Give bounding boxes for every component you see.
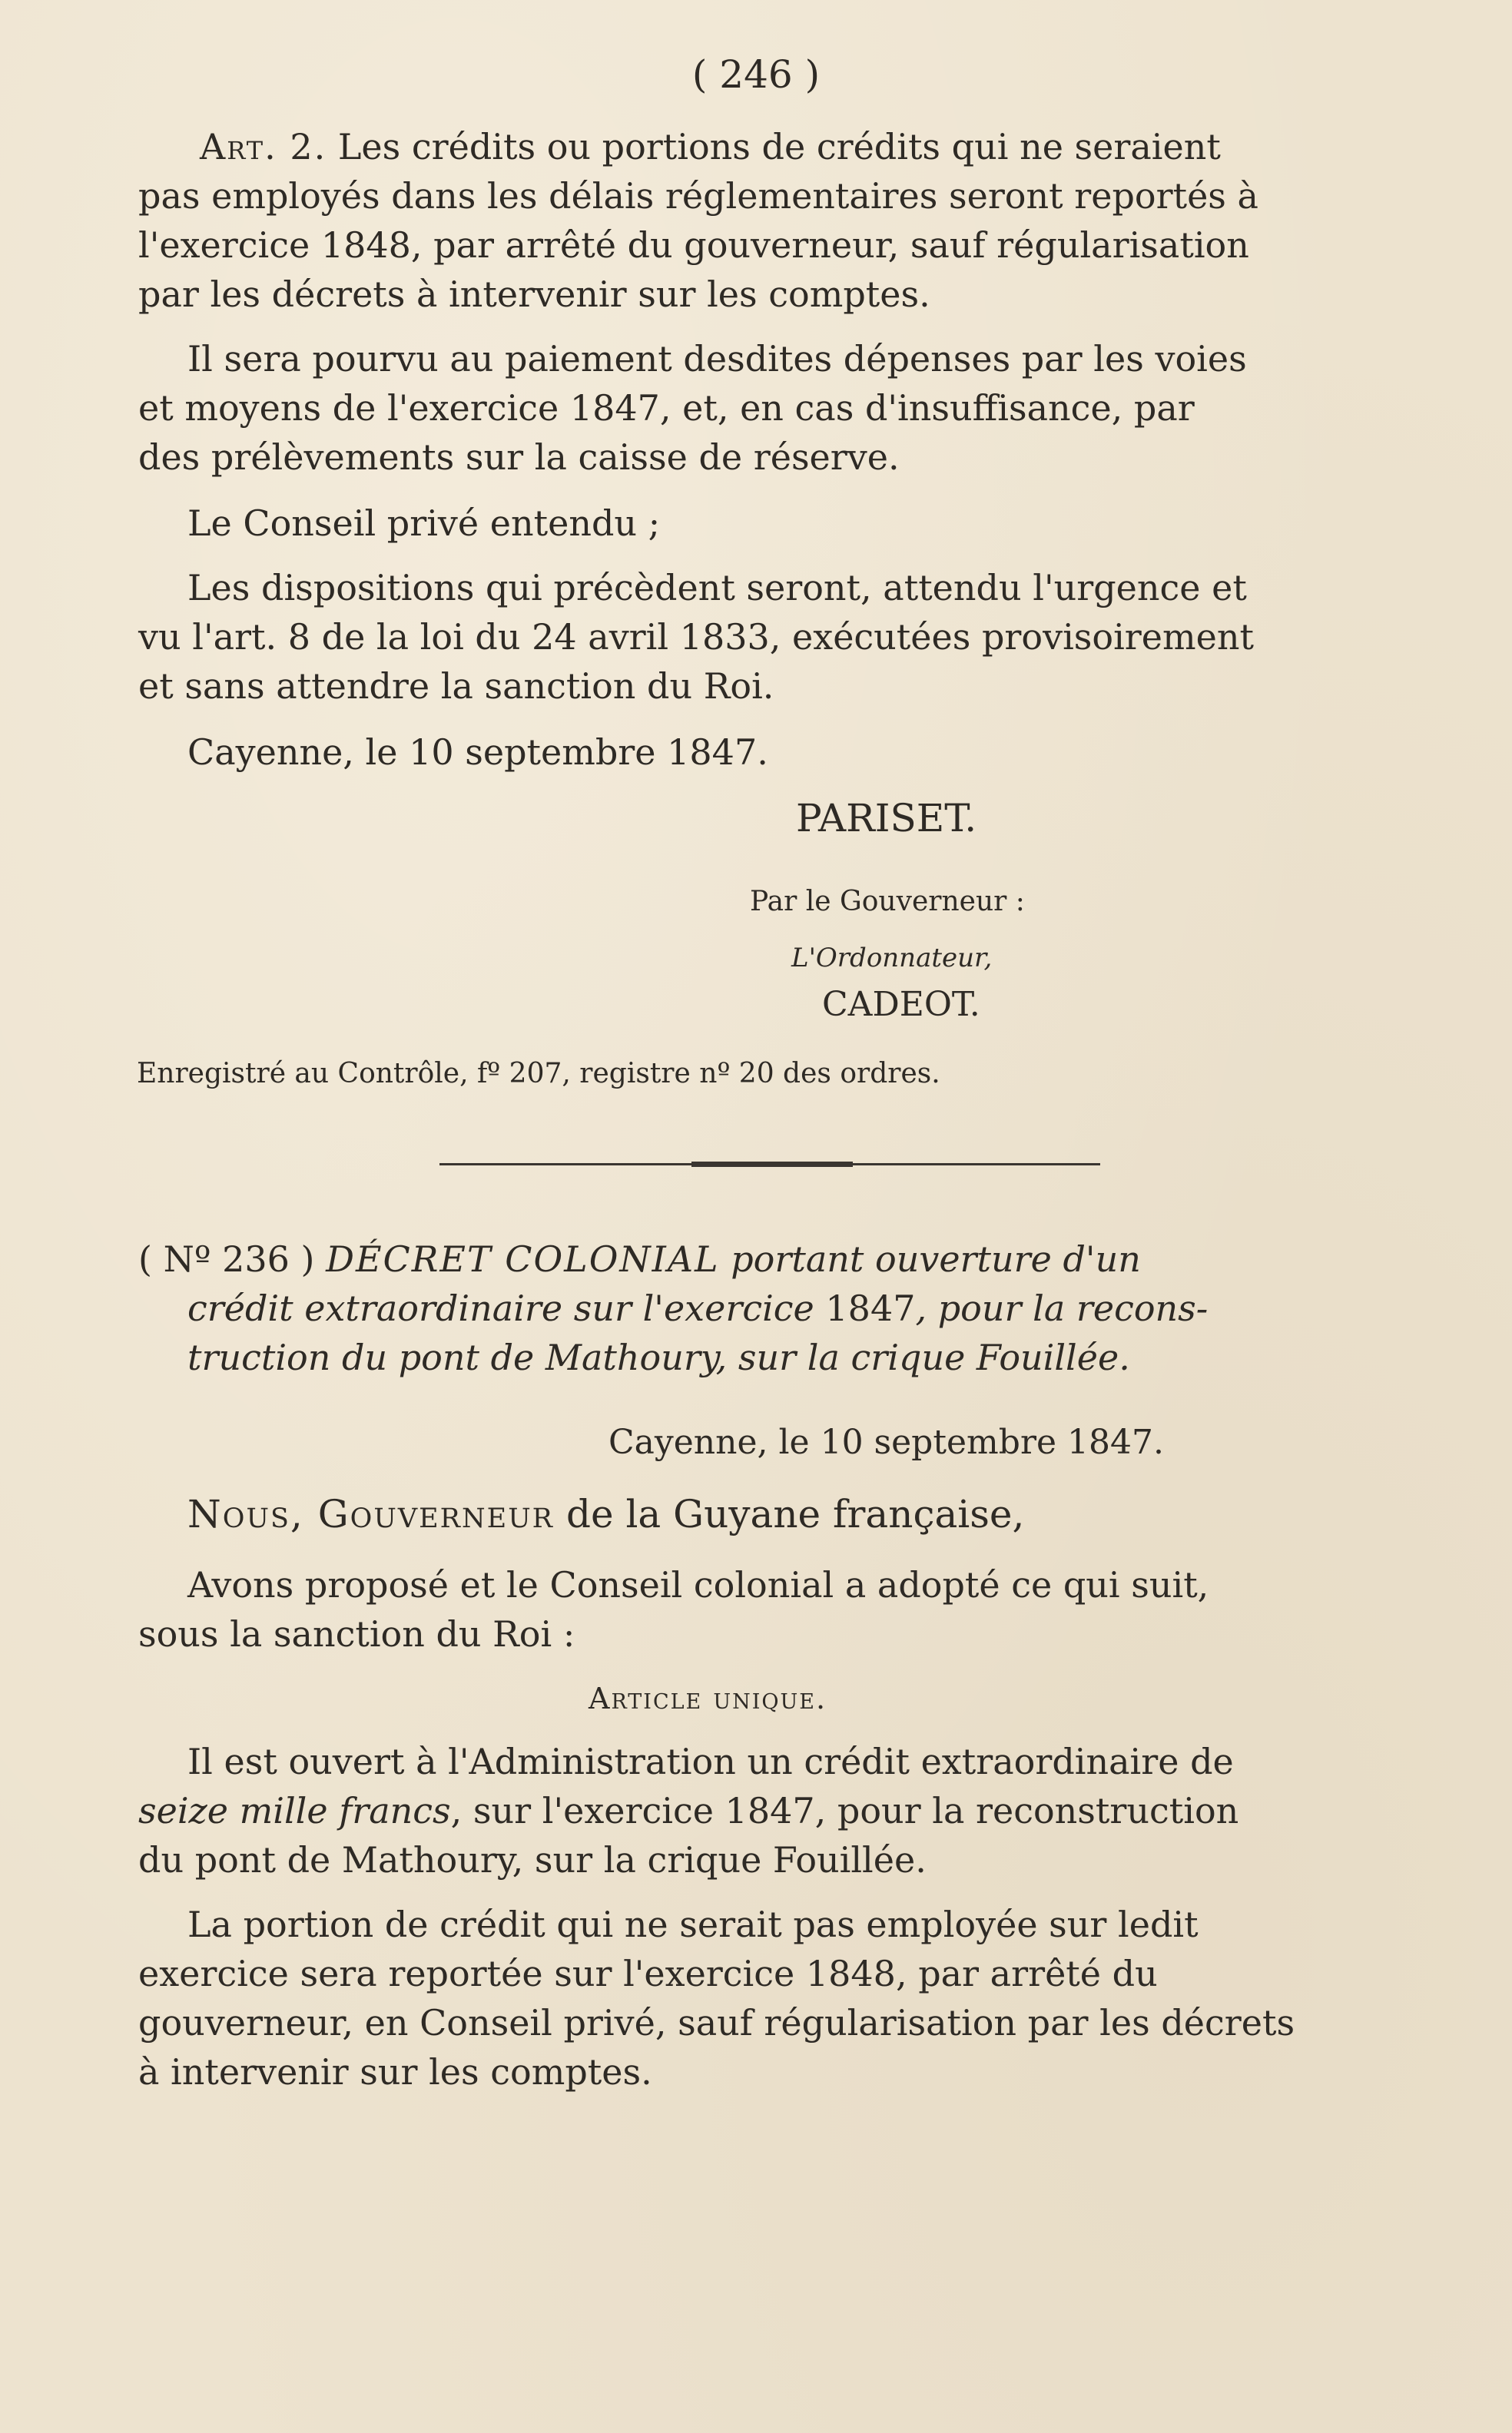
decree-para1-line-2-rest: , sur l'exercice 1847, pour la reconstruction bbox=[450, 1790, 1239, 1831]
art2-line-3: l'exercice 1848, par arrêté du gouverneur, sauf régularisation bbox=[138, 224, 1249, 266]
avons-line-2: sous la sanction du Roi : bbox=[138, 1613, 575, 1655]
art2-line-1 bbox=[138, 126, 1221, 167]
art2-line-2: pas employés dans les délais réglementaires seront reportés à bbox=[138, 175, 1258, 217]
art2-label: Art. 2. bbox=[200, 126, 327, 167]
para2-line-3: des prélèvements sur la caisse de réserve. bbox=[138, 436, 900, 478]
decree-header-rest: portant ouverture d'un bbox=[731, 1238, 1141, 1280]
decree-para1-line-2 bbox=[138, 1790, 1239, 1831]
nous-line bbox=[187, 1492, 1025, 1536]
para4-line-2: vu l'art. 8 de la loi du 24 avril 1833, exécutées provisoirement bbox=[138, 616, 1254, 658]
seize-mille-francs: seize mille francs bbox=[138, 1790, 451, 1831]
decree-header-line-2 bbox=[187, 1288, 1209, 1329]
date-line-2: Cayenne, le 10 septembre 1847. bbox=[608, 1423, 1164, 1462]
decree-para2-line-4: à intervenir sur les comptes. bbox=[138, 2051, 652, 2093]
art2-line-4: par les décrets à intervenir sur les comptes. bbox=[138, 273, 930, 315]
signature-cadeot: CADEOT. bbox=[822, 985, 980, 1024]
page-number: ( 246 ) bbox=[691, 52, 821, 97]
decree-title: DÉCRET COLONIAL bbox=[326, 1238, 720, 1280]
par-le-gouverneur: Par le Gouverneur : bbox=[750, 886, 1025, 917]
enregistre-line: Enregistré au Contrôle, fº 207, registre nº 20 des ordres. bbox=[137, 1058, 940, 1089]
decree-para2-line-2: exercice sera reportée sur l'exercice 1848, par arrêté du bbox=[138, 1953, 1158, 1994]
decree-header-line-3: truction du pont de Mathoury, sur la crique Fouillée. bbox=[187, 1337, 1130, 1378]
para3: Le Conseil privé entendu ; bbox=[187, 502, 661, 544]
decree-para1-line-1: Il est ouvert à l'Administration un crédit extraordinaire de bbox=[187, 1741, 1234, 1782]
section-divider-center bbox=[691, 1162, 853, 1167]
decree-para1-line-3: du pont de Mathoury, sur la crique Fouillée. bbox=[138, 1839, 927, 1881]
decree-para2-line-3: gouverneur, en Conseil privé, sauf régularisation par les décrets bbox=[138, 2002, 1295, 2044]
signature-pariset: PARISET. bbox=[796, 796, 977, 840]
para2-line-1: Il sera pourvu au paiement desdites dépenses par les voies bbox=[187, 338, 1247, 380]
decree-header-line-2b: , pour la recons- bbox=[915, 1288, 1209, 1329]
para4-line-1: Les dispositions qui précèdent seront, attendu l'urgence et bbox=[187, 567, 1247, 608]
decree-header-year: 1847 bbox=[825, 1288, 916, 1329]
decree-para2-line-1: La portion de crédit qui ne serait pas employée sur ledit bbox=[187, 1904, 1199, 1945]
para2-line-2: et moyens de l'exercice 1847, et, en cas d'insuffisance, par bbox=[138, 387, 1195, 429]
decree-header-line-2a: crédit extraordinaire sur l'exercice bbox=[187, 1288, 814, 1329]
nous-gouverneur: Nous, Gouverneur bbox=[187, 1492, 555, 1536]
date-line-1: Cayenne, le 10 septembre 1847. bbox=[187, 731, 768, 773]
decree-number: ( Nº 236 ) bbox=[138, 1238, 315, 1280]
art2-text-1: Les crédits ou portions de crédits qui ne seraient bbox=[337, 126, 1221, 167]
decree-header-line-1 bbox=[138, 1238, 1141, 1280]
nous-rest: de la Guyane française, bbox=[565, 1492, 1025, 1536]
ordonnateur-label: L'Ordonnateur, bbox=[791, 943, 993, 973]
para4-line-3: et sans attendre la sanction du Roi. bbox=[138, 665, 774, 707]
article-unique-heading: Article unique. bbox=[589, 1682, 827, 1715]
avons-line-1: Avons proposé et le Conseil colonial a adopté ce qui suit, bbox=[187, 1564, 1209, 1606]
